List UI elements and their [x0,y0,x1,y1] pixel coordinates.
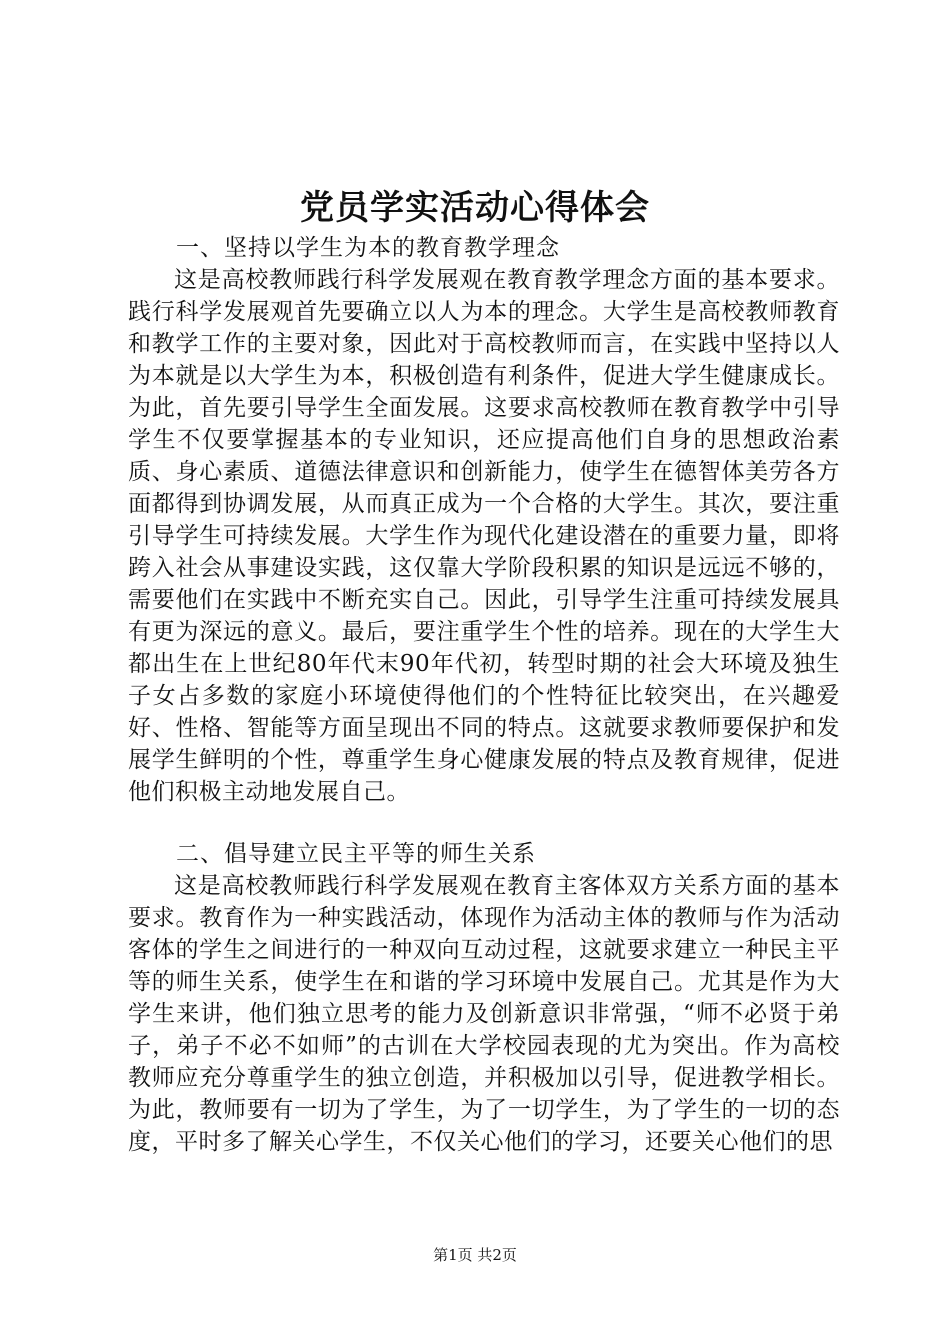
section-spacer [128,808,840,838]
section-heading: 一、坚持以学生为本的教育教学理念 [176,235,560,261]
section-1 [128,232,840,808]
section-2 [128,838,840,1158]
page-footer: 第1页 共2页 [433,1246,517,1264]
section-paragraph: 这是高校教师践行科学发展观在教育教学理念方面的基本要求。践行科学发展观首先要确立以人为本的理念。大学生是高校教师教育和教学工作的主要对象，因此对于高校教师而言，在实践中坚持以人为本就是以大学生为本，积极创造有利条件，促进大学生健康成长。为此，首先要引导学生全面发展。这要求高校教师在教育教学中引导学生不仅要掌握基本的专业知识，还应提高他们自身的思想政治素质、身心素质、道德法律意识和创新能力，使学生在德智体美劳各方面都得到协调发展，从而真正成为一个合格的大学生。其次，要注重引导学生可持续发展。大学生作为现代化建设潜在的重要力量，即将跨入社会从事建设实践，这仅靠大学阶段积累的知识是远远不够的，需要他们在实践中不断充实自己。因此，引导学生注重可持续发展具有更为深远的意义。最后，要注重学生个性的培养。现在的大学生大都出生在上世纪80年代末90年代初，转型时期的社会大环境及独生子女占多数的家庭小环境使得他们的个性特征比较突出，在兴趣爱好、性格、智能等方面呈现出不同的特点。这就要求教师要保护和发展学生鲜明的个性，尊重学生身心健康发展的特点及教育规律，促进他们积极主动地发展自己。 [128,267,840,805]
section-paragraph: 这是高校教师践行科学发展观在教育主客体双方关系方面的基本要求。教育作为一种实践活动，体现作为活动主体的教师与作为活动客体的学生之间进行的一种双向互动过程，这就要求建立一种民主平等的师生关系，使学生在和谐的学习环境中发展自己。尤其是作为大学生来讲，他们独立思考的能力及创新意识非常强，“师不必贤于弟子，弟子不必不如师”的古训在大学校园表现的尤为突出。作为高校教师应充分尊重学生的独立创造，并积极加以引导，促进教学相长。为此，教师要有一切为了学生，为了一切学生，为了学生的一切的态度，平时多了解关心学生，不仅关心他们的学习，还要关心他们的思 [128,873,840,1155]
document-title: 党员学实活动心得体会 [300,188,650,228]
document-body [128,232,840,1158]
section-heading: 二、倡导建立民主平等的师生关系 [176,841,536,867]
